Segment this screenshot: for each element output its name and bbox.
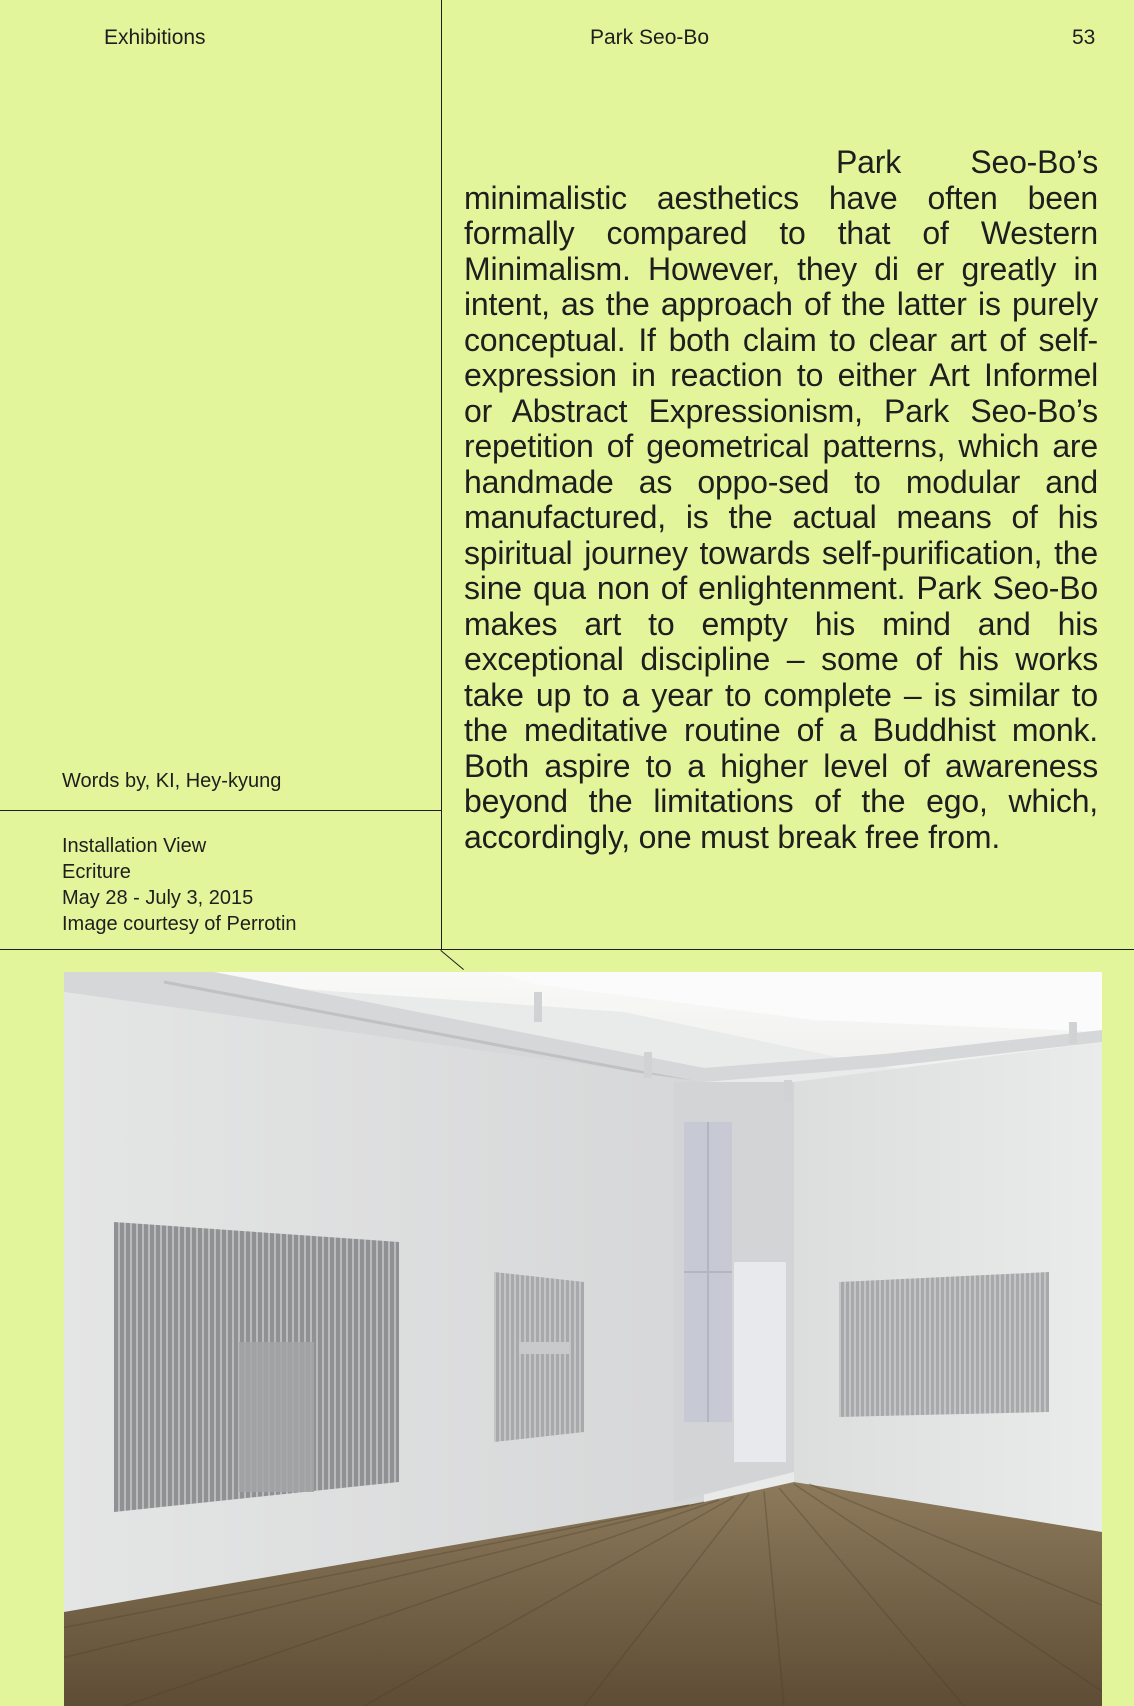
caption-line-courtesy: Image courtesy of Perrotin	[62, 913, 297, 935]
caption-line-dates: May 28 - July 3, 2015	[62, 887, 254, 909]
ceiling-light	[534, 992, 542, 1022]
page-number: 53	[1072, 26, 1096, 49]
ceiling-light	[784, 1080, 792, 1102]
section-label: Exhibitions	[104, 26, 206, 49]
credits-divider	[0, 810, 442, 811]
doorway	[734, 1262, 786, 1462]
image-pointer-line	[440, 950, 464, 970]
image-caption	[62, 833, 297, 937]
article-body: Park Seo-Bo’s minimalistic aesthetics have often been formally compared to that of Western Minimalism. However, they di er greatly in intent, as the approach of the latter is purely conceptual. If both claim to clear art of self-expression in reaction to either Art Informel or Abstract Expressionism, Park Seo-Bo’s repetition of geometrical patterns, which are handmade as oppo-sed to modular and manufactured, is the actual means of his spiritual journey towards self-purification, the sine qua non of enlightenment. Park Seo-Bo makes art to empty his mind and his exceptional discipline – some of his works take up to a year to complete – is similar to the meditative routine of a Buddhist monk. Both aspire to a higher level of awareness beyond the limitations of the ego, which, accordingly, one must break free from.	[464, 144, 1098, 855]
painting-middle	[494, 1272, 584, 1442]
image-divider	[0, 949, 1134, 950]
painting-right	[839, 1272, 1049, 1417]
ceiling-light	[1069, 1022, 1077, 1044]
column-divider	[441, 0, 442, 950]
installation-photo	[64, 972, 1102, 1706]
caption-line-title: Installation View	[62, 835, 207, 857]
ceiling-light	[644, 1052, 652, 1078]
gallery-room-illustration	[64, 972, 1102, 1706]
author-credit: Words by, KI, Hey-kyung	[62, 770, 282, 792]
artist-label: Park Seo-Bo	[590, 26, 710, 49]
caption-line-exhibition: Ecriture	[62, 861, 131, 883]
